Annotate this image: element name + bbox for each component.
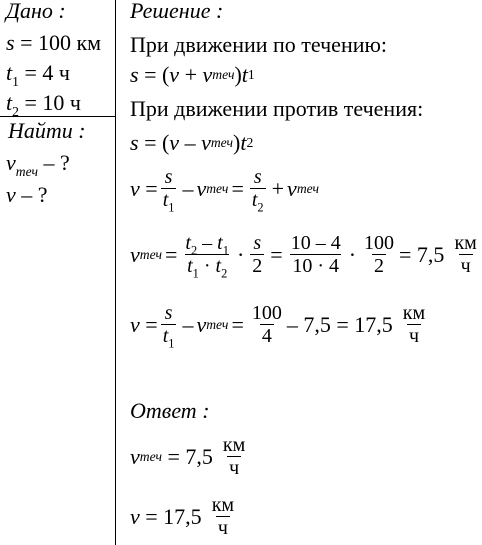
find-title: Найти : — [8, 118, 86, 143]
fraction-s-t2: $\frac{s}{t_2}$ — [251, 166, 264, 215]
eq-downstream: s = ( v + v теч ) t 1 — [130, 62, 255, 87]
solution-title: Решение : — [130, 0, 224, 23]
answer-v-flow: v теч = 7,5 $\frac{км}{ч}$ — [130, 434, 246, 479]
answer-v: v = 17,5 $\frac{км}{ч}$ — [130, 494, 235, 539]
answer-title: Ответ : — [130, 398, 210, 423]
unit-kmh: $\frac{км}{ч}$ — [454, 232, 477, 277]
fraction-s-2: $\frac{s}{2}$ — [252, 232, 263, 277]
given-s: s = 100 км — [6, 30, 102, 55]
fraction-s-t1: $\frac{s}{t_1}$ — [162, 166, 175, 215]
eq-upstream: s = ( v – v теч ) t 2 — [130, 130, 254, 155]
fraction-t-diff: $\frac{t_2 - t_1}{t_1 \cdot t_2}$ — [185, 232, 229, 281]
given-title: Дано : — [6, 0, 66, 23]
given-t1: $t_1 = 4$ ч — [6, 60, 70, 90]
given-t2: $t_2 = 10$ ч — [6, 90, 81, 120]
fraction-numeric-2: $\frac{100}{2}$ — [364, 232, 395, 277]
unit-kmh: $\frac{км}{ч}$ — [222, 434, 246, 479]
downstream-label: При движении по течению: — [130, 32, 388, 57]
find-v-flow: $v_{теч}$ – ? — [6, 150, 70, 180]
upstream-label: При движении против течения: — [130, 96, 424, 121]
eq-v-flow-calc: v теч = $\frac{t_2 - t_1}{t_1 \cdot t_2}$ · $\frac{s}{2}$ = $\frac{10 - 4}{10 \cdot 4}$ · $\frac{100}{2}$ = 7,5 $\frac{км}{ч}$ — [130, 232, 477, 281]
eq-v-relation: v = $\frac{s}{t_1}$ – v теч = $\frac{s}{t_2}$ + v теч — [130, 166, 320, 215]
unit-kmh: $\frac{км}{ч}$ — [211, 494, 235, 539]
column-divider — [115, 0, 116, 545]
fraction-s-t1-b: $\frac{s}{t_1}$ — [162, 302, 175, 351]
fraction-numeric-1: $\frac{10 - 4}{10 \cdot 4}$ — [290, 232, 341, 277]
eq-v-calc: v = $\frac{s}{t_1}$ – v теч = $\frac{100}{4}$ – 7,5 = 17,5 $\frac{км}{ч}$ — [130, 302, 426, 351]
fraction-100-4: $\frac{100}{4}$ — [251, 302, 282, 347]
unit-kmh: $\frac{км}{ч}$ — [402, 302, 426, 347]
find-v: v – ? — [6, 182, 48, 207]
